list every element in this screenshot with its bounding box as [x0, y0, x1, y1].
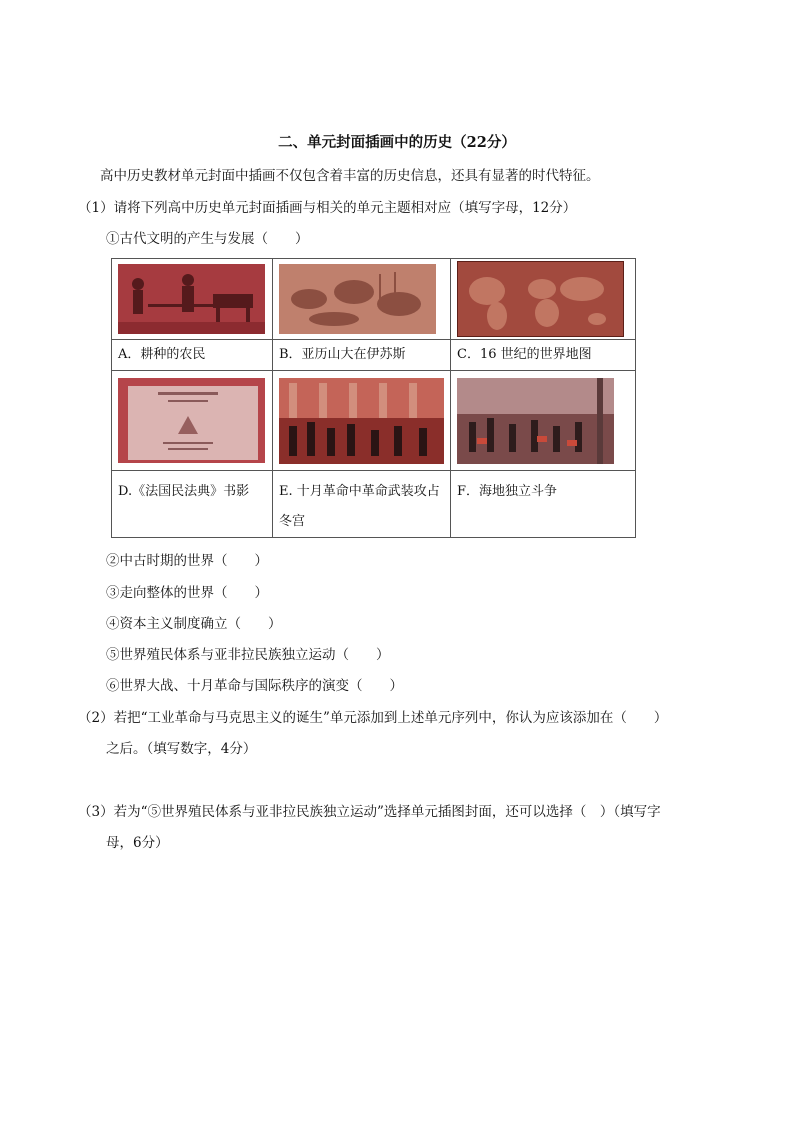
battle-of-issus-picture — [279, 264, 436, 334]
option-c-label: C．16 世纪的世界地图 — [457, 347, 592, 362]
option-a-caption-cell — [112, 340, 273, 371]
option-c-picture-cell — [451, 259, 636, 340]
option-c-caption-cell — [451, 340, 636, 371]
option-b-picture-cell — [273, 259, 451, 340]
storming-winter-palace-picture — [279, 378, 444, 464]
option-e-label: E. 十月革命中革命武装攻占 — [279, 484, 440, 499]
option-b-caption-cell — [273, 340, 451, 371]
question-2-line-1: （2）若把“工业革命与马克思主义的诞生”单元添加到上述单元序列中，你认为应该添加在（ ） — [78, 710, 668, 726]
question-1-item-4: ④资本主义制度确立（ ） — [106, 616, 282, 632]
question-2-line-2: 之后。（填写数字，4分） — [106, 741, 257, 757]
question-1-item-5: ⑤世界殖民体系与亚非拉民族独立运动（ ） — [106, 647, 390, 663]
question-1-item-6: ⑥世界大战、十月革命与国际秩序的演变（ ） — [106, 678, 403, 694]
option-a-label: A．耕种的农民 — [118, 347, 206, 362]
option-f-caption-cell — [451, 471, 636, 538]
haiti-independence-picture — [457, 378, 614, 464]
option-e-label-line2: 冬宫 — [279, 514, 306, 529]
section-title: 二、单元封面插画中的历史（22分） — [278, 134, 516, 151]
question-1-item-3: ③走向整体的世界（ ） — [106, 585, 268, 601]
option-f-picture-cell — [451, 371, 636, 471]
question-3-line-1: （3）若为“⑤世界殖民体系与亚非拉民族独立运动”选择单元插图封面，还可以选择（ ）（填写字 — [78, 804, 661, 820]
intro-text: 高中历史教材单元封面中插画不仅包含着丰富的历史信息，还具有显著的时代特征。 — [100, 168, 600, 184]
question-1-stem: （1）请将下列高中历史单元封面插画与相关的单元主题相对应（填写字母，12分） — [78, 200, 577, 216]
question-1-item-1: ①古代文明的产生与发展（ ） — [106, 231, 309, 247]
world-map-picture — [457, 261, 624, 337]
option-d-picture-cell — [112, 371, 273, 471]
option-d-label: D.《法国民法典》书影 — [118, 484, 250, 499]
option-b-label: B．亚历山大在伊苏斯 — [279, 347, 406, 362]
option-e-caption-cell — [273, 471, 451, 538]
option-d-caption-cell — [112, 471, 273, 538]
question-1-item-2: ②中古时期的世界（ ） — [106, 553, 268, 569]
option-a-picture-cell — [112, 259, 273, 340]
option-f-label: F．海地独立斗争 — [457, 484, 558, 499]
picture-options-table — [111, 258, 636, 538]
farmers-plowing-picture — [118, 264, 265, 334]
question-3-line-2: 母，6分） — [106, 835, 169, 851]
option-e-picture-cell — [273, 371, 451, 471]
napoleonic-code-book-picture — [118, 378, 265, 463]
